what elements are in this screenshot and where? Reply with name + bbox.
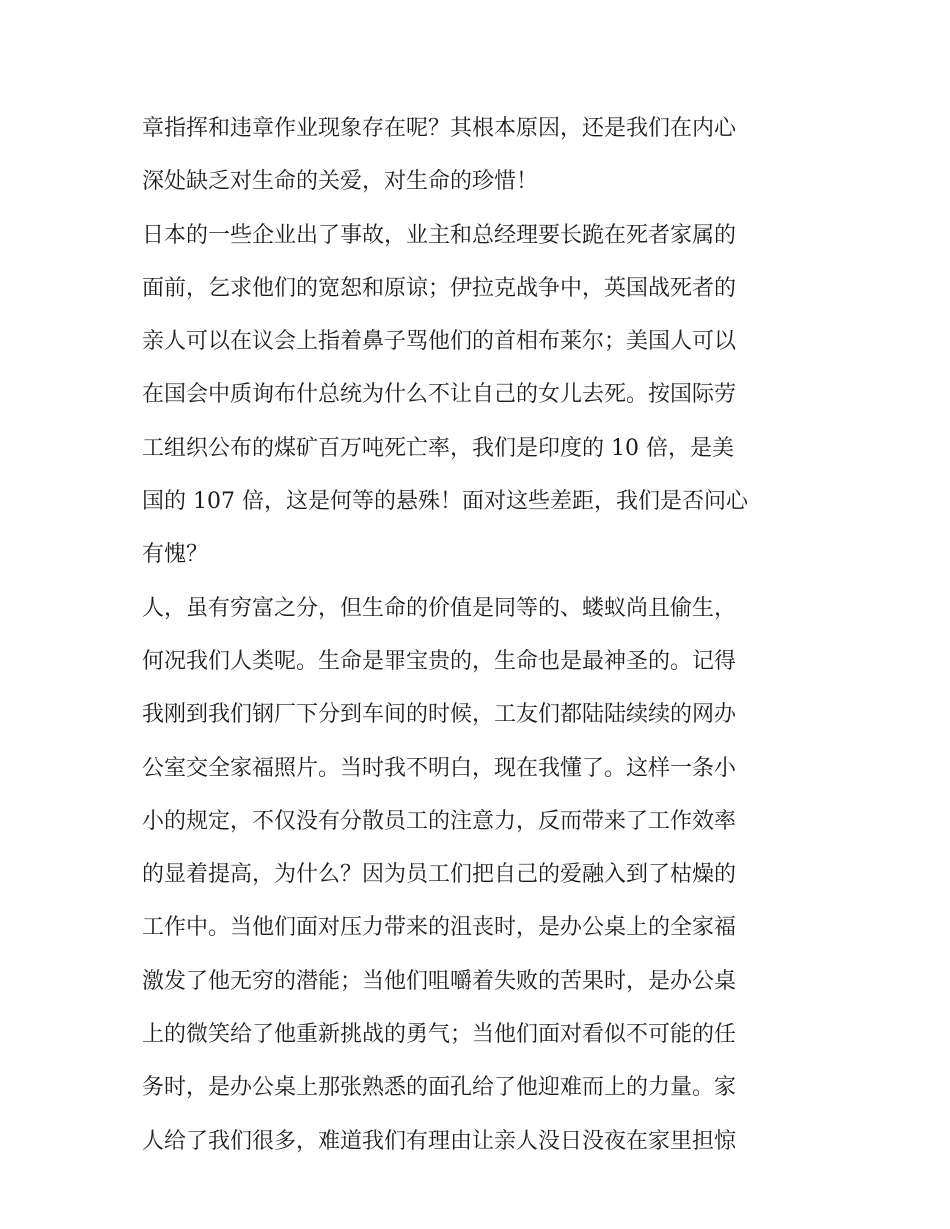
text-line: 激发了他无穷的潜能；当他们咀嚼着失败的苦果时，是办公桌 xyxy=(142,968,737,994)
text-line: 务时，是办公桌上那张熟悉的面孔给了他迎难而上的力量。家 xyxy=(142,1075,737,1101)
text-line: 亲人可以在议会上指着鼻子骂他们的首相布莱尔；美国人可以 xyxy=(142,329,737,355)
text-line: 有愧？ xyxy=(142,542,209,568)
text-line: 章指挥和违章作业现象存在呢？其根本原因，还是我们在内心 xyxy=(142,116,737,141)
text-line: 国的 107 倍，这是何等的悬殊！面对这些差距，我们是否问心 xyxy=(142,489,748,515)
text-line: 工组织公布的煤矿百万吨死亡率，我们是印度的 10 倍，是美 xyxy=(142,435,734,461)
body-text xyxy=(142,102,822,1168)
text-line: 何况我们人类呢。生命是罪宝贵的，生命也是最神圣的。记得 xyxy=(142,648,737,674)
text-line: 小的规定，不仅没有分散员工的注意力，反而带来了工作效率 xyxy=(142,808,737,834)
text-line: 公室交全家福照片。当时我不明白，现在我懂了。这样一条小 xyxy=(142,755,737,781)
text-line: 面前，乞求他们的宽恕和原谅；伊拉克战争中，英国战死者的 xyxy=(142,275,737,301)
text-line: 我刚到我们钢厂下分到车间的时候，工友们都陆陆续续的网办 xyxy=(142,702,737,728)
text-line: 人，虽有穷富之分，但生命的价值是同等的、蝼蚁尚且偷生， xyxy=(142,595,737,621)
text-line: 的显着提高，为什么？因为员工们把自己的爱融入到了枯燥的 xyxy=(142,862,737,888)
text-line: 工作中。当他们面对压力带来的沮丧时，是办公桌上的全家福 xyxy=(142,915,737,941)
text-line: 日本的一些企业出了事故，业主和总经理要长跪在死者家属的 xyxy=(142,222,737,248)
text-line: 深处缺乏对生命的关爱，对生命的珍惜！ xyxy=(142,169,539,195)
text-line: 在国会中质询布什总统为什么不让自己的女儿去死。按国际劳 xyxy=(142,382,737,408)
text-line: 上的微笑给了他重新挑战的勇气；当他们面对看似不可能的任 xyxy=(142,1022,737,1048)
text-line: 人给了我们很多，难道我们有理由让亲人没日没夜在家里担惊 xyxy=(142,1128,737,1154)
